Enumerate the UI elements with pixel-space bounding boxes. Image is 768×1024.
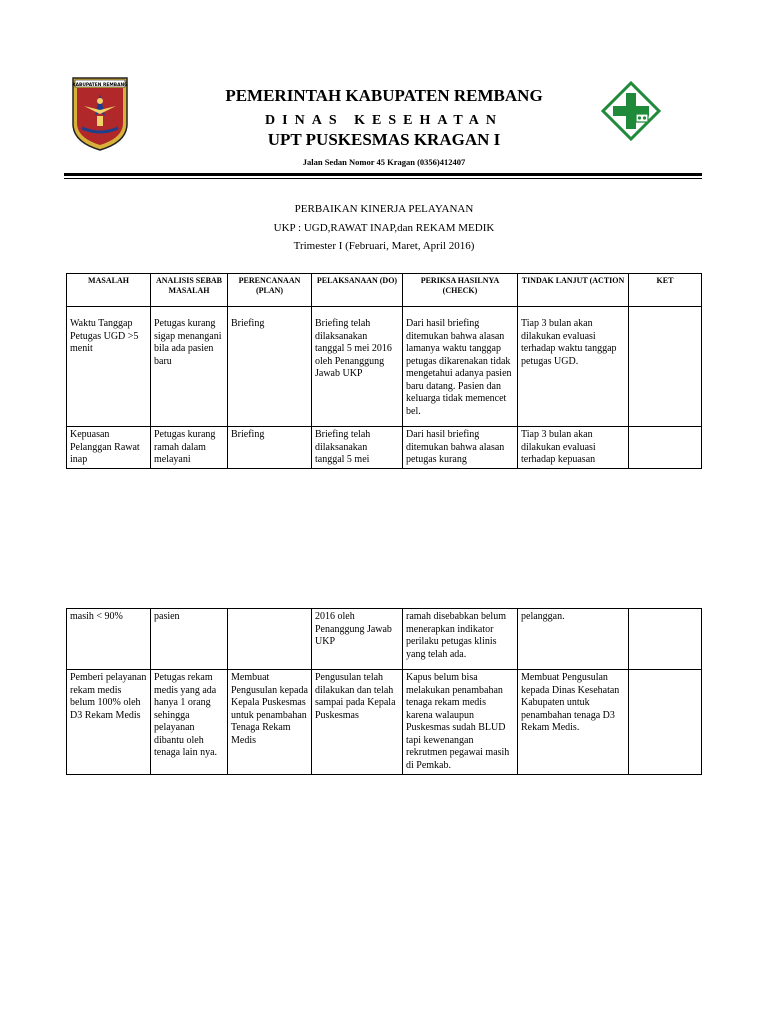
table-row — [67, 427, 702, 469]
table-cell: Pengusulan telah dilakukan dan telah sampai pada Kepala Puskesmas — [312, 670, 403, 775]
table-cell: Kepuasan Pelanggan Rawat inap — [67, 427, 151, 469]
document-period: Trimester I (Februari, Maret, April 2016) — [293, 240, 475, 252]
table-row — [67, 609, 702, 670]
performance-table-part2 — [66, 608, 702, 775]
table-cell: Dari hasil briefing ditemukan bahwa alasan petugas kurang — [403, 427, 518, 469]
table-cell: Waktu Tanggap Petugas UGD >5 menit — [67, 307, 151, 427]
table-header-row — [67, 274, 702, 307]
table-row — [67, 670, 702, 775]
table-cell: Briefing telah dilaksanakan tanggal 5 mei 2016 oleh Penanggung Jawab UKP — [312, 307, 403, 427]
table-cell: Membuat Pengusulan kepada Kepala Puskesmas untuk penambahan Tenaga Rekam Medis — [228, 670, 312, 775]
table-cell: ramah disebabkan belum menerapkan indikator perilaku petugas klinis yang telah ada. — [403, 609, 518, 670]
table-cell: Briefing — [228, 307, 312, 427]
column-header: ANALISIS SEBAB MASALAH — [151, 274, 228, 307]
column-header: KET — [629, 274, 702, 307]
performance-table-part1 — [66, 273, 702, 469]
puskesmas-cross-icon — [600, 80, 662, 142]
table-cell: Briefing telah dilaksanakan tanggal 5 mei — [312, 427, 403, 469]
table-cell: Tiap 3 bulan akan dilakukan evaluasi terhadap waktu tanggap petugas UGD. — [518, 307, 629, 427]
table-cell — [629, 670, 702, 775]
header-agency: DINAS KESEHATAN — [265, 113, 503, 128]
table-cell: Kapus belum bisa melakukan penambahan tenaga rekam medis karena walaupun Puskesmas sudah BLUD tapi kewenangan rekrutmen pegawai masih di Pemkab. — [403, 670, 518, 775]
header-address: Jalan Sedan Nomor 45 Kragan (0356)412407 — [302, 157, 466, 167]
table-row — [67, 307, 702, 427]
header-rule-thick — [64, 173, 702, 176]
table-cell: Membuat Pengusulan kepada Dinas Kesehatan Kabupaten untuk penambahan tenaga D3 Rekam Medis. — [518, 670, 629, 775]
header-rule-thin — [64, 178, 702, 179]
table-cell — [629, 307, 702, 427]
table-cell: Tiap 3 bulan akan dilakukan evaluasi terhadap kepuasan — [518, 427, 629, 469]
column-header: TINDAK LANJUT (ACTION — [518, 274, 629, 307]
table-cell: Briefing — [228, 427, 312, 469]
table-cell: Petugas rekam medis yang ada hanya 1 orang sehingga pelayanan dibantu oleh tenaga lain nya. — [151, 670, 228, 775]
seal-banner-text: KABUPATEN REMBANG — [72, 83, 128, 88]
table-cell: Petugas kurang ramah dalam melayani — [151, 427, 228, 469]
table-cell: Pemberi pelayanan rekam medis belum 100% oleh D3 Rekam Medis — [67, 670, 151, 775]
table-cell: pasien — [151, 609, 228, 670]
header-unit: UPT PUSKESMAS KRAGAN I — [267, 130, 501, 149]
document-ukp: UKP : UGD,RAWAT INAP,dan REKAM MEDIK — [273, 222, 495, 234]
header-government: PEMERINTAH KABUPATEN REMBANG — [225, 86, 543, 105]
table-cell: Dari hasil briefing ditemukan bahwa alasan lamanya waktu tanggap petugas dikarenakan tidak mengetahui adanya pasien baru datang. Pasien dan keluarga tidak memencet bel. — [403, 307, 518, 427]
table-cell: Petugas kurang sigap menangani bila ada pasien baru — [151, 307, 228, 427]
column-header: PELAKSANAAN (DO) — [312, 274, 403, 307]
table-cell: masih < 90% — [67, 609, 151, 670]
table-cell: pelanggan. — [518, 609, 629, 670]
column-header: PERIKSA HASILNYA (CHECK) — [403, 274, 518, 307]
document-title: PERBAIKAN KINERJA PELAYANAN — [294, 203, 474, 215]
table-cell — [629, 427, 702, 469]
table-cell — [629, 609, 702, 670]
table-cell — [228, 609, 312, 670]
table-cell: 2016 oleh Penanggung Jawab UKP — [312, 609, 403, 670]
column-header: PERENCANAAN (PLAN) — [228, 274, 312, 307]
column-header: MASALAH — [67, 274, 151, 307]
